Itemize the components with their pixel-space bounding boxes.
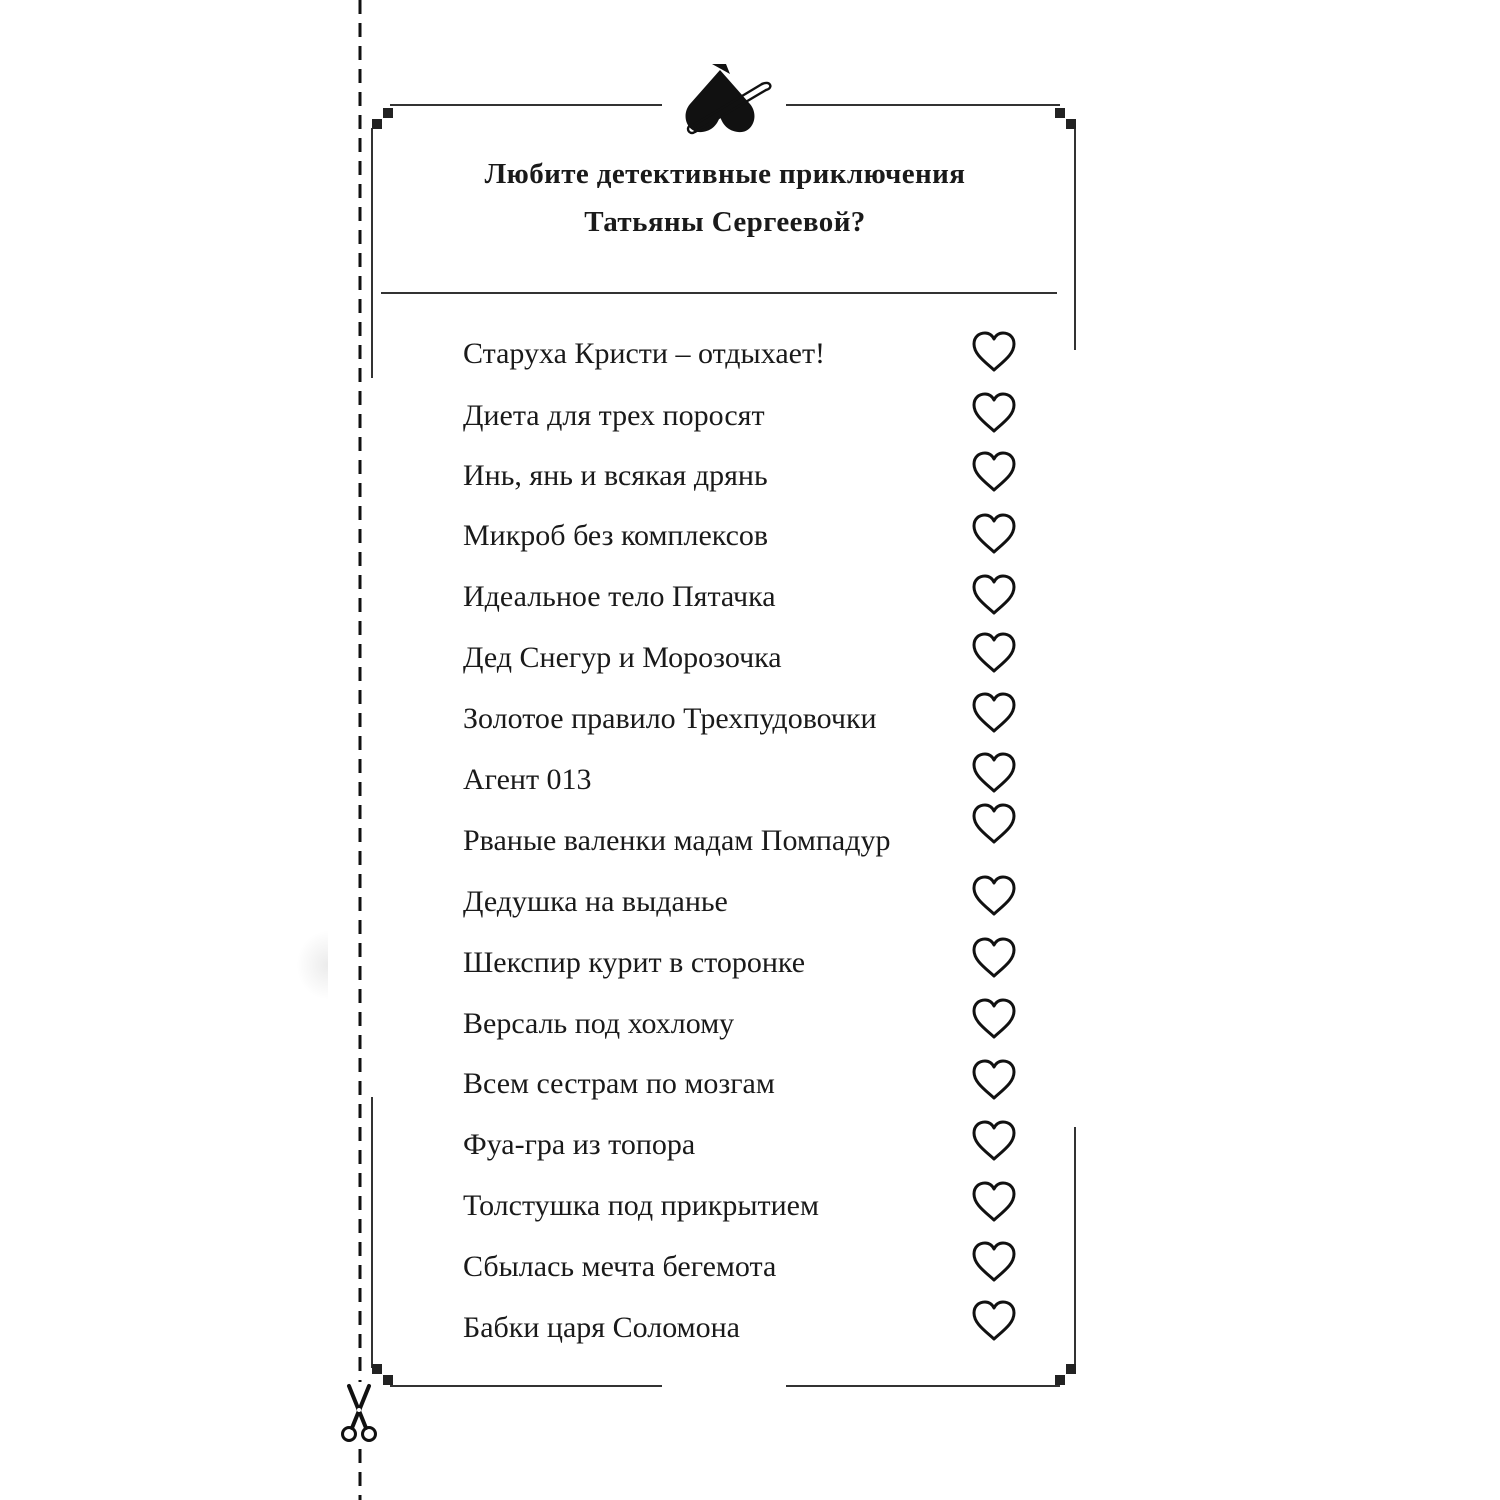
heart-outline-icon[interactable] (971, 1300, 1017, 1342)
book-item (463, 1300, 1063, 1356)
book-item (463, 630, 1063, 686)
book-item (463, 1056, 1063, 1112)
book-title: Фуа-гра из топора (463, 1128, 696, 1161)
heart-outline-icon[interactable] (971, 513, 1017, 555)
heart-outline-icon[interactable] (971, 632, 1017, 674)
book-item (463, 448, 1063, 504)
book-title: Дед Снегур и Морозочка (463, 641, 782, 674)
book-item (463, 569, 1063, 625)
book-title: Старуха Кристи – отдыхает! (463, 337, 826, 370)
book-item (463, 388, 1063, 444)
heart-outline-icon[interactable] (971, 937, 1017, 979)
book-title: Рваные валенки мадам Помпадур (463, 824, 891, 857)
heart-outline-icon[interactable] (971, 1181, 1017, 1223)
book-title: Шекспир курит в сторонке (463, 946, 806, 979)
book-item (463, 813, 1063, 869)
heart-outline-icon[interactable] (971, 752, 1017, 794)
heart-outline-icon[interactable] (971, 875, 1017, 917)
book-title: Всем сестрам по мозгам (463, 1067, 775, 1100)
book-item (463, 1239, 1063, 1295)
book-title: Микроб без комплексов (463, 519, 769, 552)
page-title-line1: Любите детективные приключения (484, 158, 966, 190)
book-item (463, 691, 1063, 747)
heart-outline-icon[interactable] (971, 803, 1017, 845)
heart-outline-icon[interactable] (971, 1059, 1017, 1101)
book-title: Толстушка под прикрытием (463, 1189, 819, 1222)
book-title: Диета для трех поросят (463, 399, 765, 432)
book-title: Версаль под хохлому (463, 1007, 735, 1040)
book-item (463, 1178, 1063, 1234)
book-item (463, 326, 1063, 382)
book-item (463, 935, 1063, 991)
page-title-line2: Татьяны Сергеевой? (584, 206, 866, 238)
heart-outline-icon[interactable] (971, 392, 1017, 434)
heart-outline-icon[interactable] (971, 574, 1017, 616)
book-item (463, 1117, 1063, 1173)
book-title: Дедушка на выданье (463, 885, 728, 918)
heart-outline-icon[interactable] (971, 451, 1017, 493)
book-item (463, 752, 1063, 808)
book-item (463, 996, 1063, 1052)
book-title: Агент 013 (463, 763, 592, 796)
heart-outline-icon[interactable] (971, 692, 1017, 734)
heart-outline-icon[interactable] (971, 331, 1017, 373)
book-title: Инь, янь и всякая дрянь (463, 459, 768, 492)
book-item (463, 874, 1063, 930)
heart-outline-icon[interactable] (971, 1241, 1017, 1283)
book-title: Золотое правило Трехпудовочки (463, 702, 877, 735)
book-title: Сбылась мечта бегемота (463, 1250, 777, 1283)
book-title: Идеальное тело Пятачка (463, 580, 776, 613)
heart-outline-icon[interactable] (971, 998, 1017, 1040)
heart-outline-icon[interactable] (971, 1120, 1017, 1162)
book-title: Бабки царя Соломона (463, 1311, 740, 1344)
book-item (463, 508, 1063, 564)
